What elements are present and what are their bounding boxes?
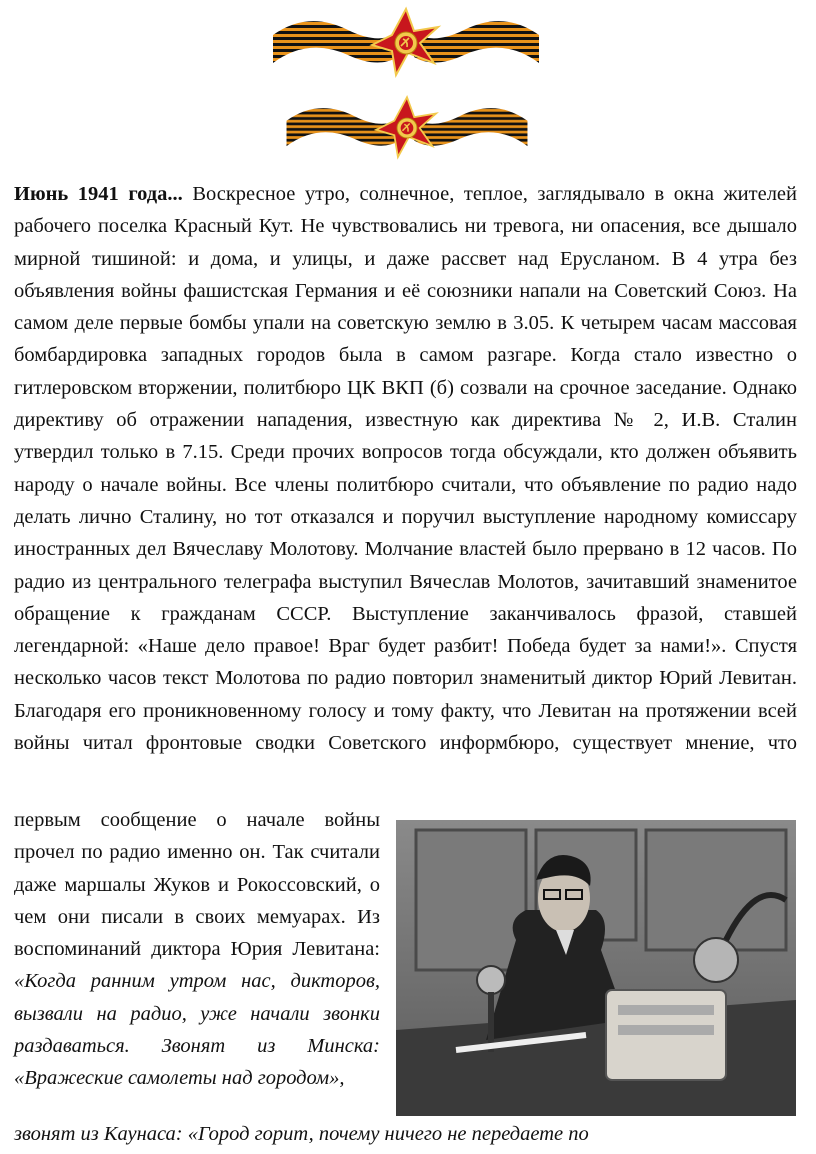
article-lead: Июнь 1941 года... (14, 183, 183, 205)
article-bottom-line: звонят из Каунаса: «Город горит, почему ничего не передаете по (14, 1123, 589, 1145)
ribbon-bottom (282, 88, 532, 168)
article-paragraph (14, 178, 797, 759)
radio-announcer-photo (396, 820, 796, 1116)
ribbon-top (268, 5, 544, 81)
st-george-ribbon-order-icon (282, 88, 532, 168)
st-george-ribbon-order-icon (268, 5, 544, 81)
radio-announcer-photo-icon (396, 820, 796, 1116)
article-side-column (14, 804, 380, 1095)
article-body: Воскресное утро, солнечное, теплое, заглядывало в окна жителей рабочего поселка Красный Кут. Не чувствовались ни тревога, ни опасения, все дышало мирной тишиной: и дома, и улицы, и даже рассвет над Ерусланом. В 4 утра без объявления войны фашистская Германия и её союзники напали на Советский Союз. На самом деле первые бомбы упали на советскую землю в 3.05. К четырем часам массовая бомбардировка западных городов была в самом разгаре. Когда стало известно о гитлеровском вторжении, политбюро ЦК ВКП (б) созвали на срочное заседание. Однако директиву об отражении нападения, известную как директива № 2, И.В. Сталин утвердил только в 7.15. Среди прочих вопросов тогда обсуждали, кто должен объявить народу о начале войны. Все члены политбюро считали, что объявление по радио надо делать лично Сталину, но тот отказался и поручил выступление народному комиссару иностранных дел Вячеславу Молотову. Молчание властей было прервано в 12 часов. По радио из центрального телеграфа выступил Вячеслав Молотов, зачитавший знаменитое обращение к гражданам СССР. Выступление заканчивалось фразой, ставшей легендарной: «Наше дело правое! Враг будет разбит! Победа будет за нами!». Спустя несколько часов текст Молотова по радио повторил знаменитый диктор Юрий Левитан. Благодаря его проникновенному голосу и тому факту, что Левитан на протяжении всей войны читал фронтовые сводки Советского информбюро, существует мнение, что (14, 183, 798, 755)
side-plain-text: первым сообщение о начале войны прочел по радио именно он. Так считали даже маршалы Жуков и Рокоссовский, о чем они писали в своих мемуарах. Из воспоминаний диктора Юрия Левитана: (14, 809, 380, 961)
side-quote-text: «Когда ранним утром нас, дикторов, вызвали на радио, уже начали звонки раздаваться. Звонят из Минска: «Вражеские самолеты над городом», (14, 970, 380, 1090)
